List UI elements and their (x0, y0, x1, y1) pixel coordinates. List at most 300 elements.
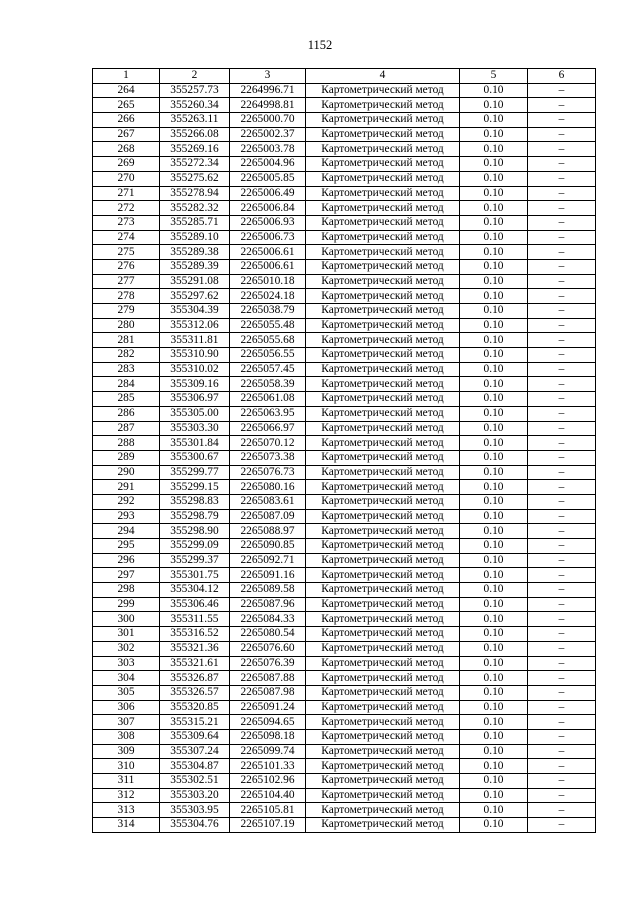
accuracy-cell: 0.10 (460, 583, 528, 598)
point-number-cell: 270 (93, 171, 160, 186)
x-coordinate-cell: 355304.87 (160, 759, 230, 774)
y-coordinate-cell: 2265105.81 (230, 803, 306, 818)
accuracy-cell: 0.10 (460, 671, 528, 686)
description-cell: – (528, 641, 596, 656)
accuracy-cell: 0.10 (460, 421, 528, 436)
description-cell: – (528, 113, 596, 128)
point-number-cell: 309 (93, 744, 160, 759)
point-number-cell: 279 (93, 304, 160, 319)
description-cell: – (528, 274, 596, 289)
table-row (93, 583, 596, 598)
y-coordinate-cell: 2265090.85 (230, 539, 306, 554)
x-coordinate-cell: 355303.95 (160, 803, 230, 818)
y-coordinate-cell: 2265063.95 (230, 406, 306, 421)
accuracy-cell: 0.10 (460, 274, 528, 289)
x-coordinate-cell: 355303.30 (160, 421, 230, 436)
table-row (93, 539, 596, 554)
method-cell: Картометрический метод (306, 450, 460, 465)
accuracy-cell: 0.10 (460, 289, 528, 304)
description-cell: – (528, 524, 596, 539)
accuracy-cell: 0.10 (460, 142, 528, 157)
page-number: 1152 (307, 38, 333, 52)
description-cell: – (528, 803, 596, 818)
method-cell: Картометрический метод (306, 465, 460, 480)
method-cell: Картометрический метод (306, 509, 460, 524)
x-coordinate-cell: 355298.90 (160, 524, 230, 539)
point-number-cell: 303 (93, 656, 160, 671)
description-cell: – (528, 744, 596, 759)
table-row (93, 509, 596, 524)
description-cell: – (528, 656, 596, 671)
x-coordinate-cell: 355304.12 (160, 583, 230, 598)
method-cell: Картометрический метод (306, 421, 460, 436)
point-number-cell: 308 (93, 729, 160, 744)
description-cell: – (528, 627, 596, 642)
point-number-cell: 287 (93, 421, 160, 436)
description-cell: – (528, 171, 596, 186)
description-cell: – (528, 774, 596, 789)
x-coordinate-cell: 355309.16 (160, 377, 230, 392)
description-cell: – (528, 201, 596, 216)
x-coordinate-cell: 355269.16 (160, 142, 230, 157)
description-cell: – (528, 245, 596, 260)
point-number-cell: 292 (93, 494, 160, 509)
x-coordinate-cell: 355263.11 (160, 113, 230, 128)
description-cell: – (528, 318, 596, 333)
table-row (93, 685, 596, 700)
description-cell: – (528, 480, 596, 495)
description-cell: – (528, 685, 596, 700)
accuracy-cell: 0.10 (460, 98, 528, 113)
accuracy-cell: 0.10 (460, 318, 528, 333)
y-coordinate-cell: 2265076.60 (230, 641, 306, 656)
table-row (93, 377, 596, 392)
y-coordinate-cell: 2265094.65 (230, 715, 306, 730)
y-coordinate-cell: 2265055.48 (230, 318, 306, 333)
column-header: 6 (528, 69, 596, 84)
point-number-cell: 302 (93, 641, 160, 656)
y-coordinate-cell: 2265003.78 (230, 142, 306, 157)
method-cell: Картометрический метод (306, 83, 460, 98)
point-number-cell: 278 (93, 289, 160, 304)
accuracy-cell: 0.10 (460, 362, 528, 377)
x-coordinate-cell: 355303.20 (160, 788, 230, 803)
table-row (93, 362, 596, 377)
table-row (93, 774, 596, 789)
table-row (93, 671, 596, 686)
method-cell: Картометрический метод (306, 201, 460, 216)
x-coordinate-cell: 355275.62 (160, 171, 230, 186)
x-coordinate-cell: 355282.32 (160, 201, 230, 216)
table-row (93, 333, 596, 348)
method-cell: Картометрический метод (306, 377, 460, 392)
x-coordinate-cell: 355300.67 (160, 450, 230, 465)
point-number-cell: 272 (93, 201, 160, 216)
point-number-cell: 284 (93, 377, 160, 392)
x-coordinate-cell: 355289.38 (160, 245, 230, 260)
x-coordinate-cell: 355298.79 (160, 509, 230, 524)
description-cell: – (528, 421, 596, 436)
table-row (93, 744, 596, 759)
table-body (93, 83, 596, 832)
method-cell: Картометрический метод (306, 568, 460, 583)
accuracy-cell: 0.10 (460, 201, 528, 216)
y-coordinate-cell: 2265080.16 (230, 480, 306, 495)
point-number-cell: 296 (93, 553, 160, 568)
y-coordinate-cell: 2265004.96 (230, 157, 306, 172)
method-cell: Картометрический метод (306, 171, 460, 186)
point-number-cell: 275 (93, 245, 160, 260)
x-coordinate-cell: 355298.83 (160, 494, 230, 509)
y-coordinate-cell: 2265083.61 (230, 494, 306, 509)
x-coordinate-cell: 355321.61 (160, 656, 230, 671)
x-coordinate-cell: 355309.64 (160, 729, 230, 744)
point-number-cell: 271 (93, 186, 160, 201)
y-coordinate-cell: 2264996.71 (230, 83, 306, 98)
description-cell: – (528, 304, 596, 319)
y-coordinate-cell: 2265080.54 (230, 627, 306, 642)
description-cell: – (528, 465, 596, 480)
table-row (93, 421, 596, 436)
description-cell: – (528, 583, 596, 598)
table-row (93, 524, 596, 539)
accuracy-cell: 0.10 (460, 259, 528, 274)
method-cell: Картометрический метод (306, 788, 460, 803)
description-cell: – (528, 436, 596, 451)
method-cell: Картометрический метод (306, 318, 460, 333)
description-cell: – (528, 289, 596, 304)
description-cell: – (528, 186, 596, 201)
y-coordinate-cell: 2265005.85 (230, 171, 306, 186)
method-cell: Картометрический метод (306, 524, 460, 539)
point-number-cell: 266 (93, 113, 160, 128)
y-coordinate-cell: 2265057.45 (230, 362, 306, 377)
method-cell: Картометрический метод (306, 259, 460, 274)
x-coordinate-cell: 355315.21 (160, 715, 230, 730)
method-cell: Картометрический метод (306, 245, 460, 260)
table-row (93, 818, 596, 833)
y-coordinate-cell: 2265038.79 (230, 304, 306, 319)
point-number-cell: 300 (93, 612, 160, 627)
description-cell: – (528, 348, 596, 363)
accuracy-cell: 0.10 (460, 230, 528, 245)
description-cell: – (528, 215, 596, 230)
point-number-cell: 294 (93, 524, 160, 539)
point-number-cell: 299 (93, 597, 160, 612)
accuracy-cell: 0.10 (460, 215, 528, 230)
accuracy-cell: 0.10 (460, 494, 528, 509)
method-cell: Картометрический метод (306, 98, 460, 113)
description-cell: – (528, 406, 596, 421)
x-coordinate-cell: 355311.81 (160, 333, 230, 348)
point-number-cell: 307 (93, 715, 160, 730)
accuracy-cell: 0.10 (460, 186, 528, 201)
point-number-cell: 267 (93, 127, 160, 142)
x-coordinate-cell: 355291.08 (160, 274, 230, 289)
method-cell: Картометрический метод (306, 348, 460, 363)
y-coordinate-cell: 2265024.18 (230, 289, 306, 304)
table-row (93, 568, 596, 583)
description-cell: – (528, 127, 596, 142)
description-cell: – (528, 83, 596, 98)
method-cell: Картометрический метод (306, 553, 460, 568)
accuracy-cell: 0.10 (460, 157, 528, 172)
point-number-cell: 274 (93, 230, 160, 245)
y-coordinate-cell: 2265006.61 (230, 259, 306, 274)
x-coordinate-cell: 355302.51 (160, 774, 230, 789)
accuracy-cell: 0.10 (460, 509, 528, 524)
table-row (93, 450, 596, 465)
table-row (93, 186, 596, 201)
description-cell: – (528, 450, 596, 465)
y-coordinate-cell: 2265006.93 (230, 215, 306, 230)
y-coordinate-cell: 2265087.09 (230, 509, 306, 524)
description-cell: – (528, 377, 596, 392)
table-row (93, 230, 596, 245)
method-cell: Картометрический метод (306, 333, 460, 348)
table-row (93, 729, 596, 744)
accuracy-cell: 0.10 (460, 348, 528, 363)
table-row (93, 480, 596, 495)
table-row (93, 157, 596, 172)
point-number-cell: 304 (93, 671, 160, 686)
method-cell: Картометрический метод (306, 612, 460, 627)
accuracy-cell: 0.10 (460, 715, 528, 730)
point-number-cell: 297 (93, 568, 160, 583)
description-cell: – (528, 729, 596, 744)
method-cell: Картометрический метод (306, 729, 460, 744)
description-cell: – (528, 715, 596, 730)
method-cell: Картометрический метод (306, 215, 460, 230)
table-row (93, 171, 596, 186)
accuracy-cell: 0.10 (460, 744, 528, 759)
point-number-cell: 293 (93, 509, 160, 524)
x-coordinate-cell: 355310.90 (160, 348, 230, 363)
accuracy-cell: 0.10 (460, 803, 528, 818)
accuracy-cell: 0.10 (460, 641, 528, 656)
table-row (93, 597, 596, 612)
x-coordinate-cell: 355297.62 (160, 289, 230, 304)
accuracy-cell: 0.10 (460, 83, 528, 98)
point-number-cell: 295 (93, 539, 160, 554)
y-coordinate-cell: 2265107.19 (230, 818, 306, 833)
accuracy-cell: 0.10 (460, 700, 528, 715)
method-cell: Картометрический метод (306, 142, 460, 157)
y-coordinate-cell: 2265006.61 (230, 245, 306, 260)
y-coordinate-cell: 2265058.39 (230, 377, 306, 392)
method-cell: Картометрический метод (306, 700, 460, 715)
accuracy-cell: 0.10 (460, 818, 528, 833)
description-cell: – (528, 494, 596, 509)
description-cell: – (528, 759, 596, 774)
table-row (93, 406, 596, 421)
x-coordinate-cell: 355326.57 (160, 685, 230, 700)
table-row (93, 318, 596, 333)
x-coordinate-cell: 355301.84 (160, 436, 230, 451)
point-number-cell: 314 (93, 818, 160, 833)
y-coordinate-cell: 2265087.88 (230, 671, 306, 686)
x-coordinate-cell: 355326.87 (160, 671, 230, 686)
point-number-cell: 264 (93, 83, 160, 98)
description-cell: – (528, 230, 596, 245)
point-number-cell: 312 (93, 788, 160, 803)
description-cell: – (528, 333, 596, 348)
table-row (93, 113, 596, 128)
x-coordinate-cell: 355307.24 (160, 744, 230, 759)
y-coordinate-cell: 2265076.39 (230, 656, 306, 671)
accuracy-cell: 0.10 (460, 597, 528, 612)
x-coordinate-cell: 355316.52 (160, 627, 230, 642)
table-row (93, 348, 596, 363)
table-row (93, 612, 596, 627)
method-cell: Картометрический метод (306, 671, 460, 686)
column-header: 1 (93, 69, 160, 84)
description-cell: – (528, 568, 596, 583)
column-header: 5 (460, 69, 528, 84)
y-coordinate-cell: 2265061.08 (230, 392, 306, 407)
method-cell: Картометрический метод (306, 274, 460, 289)
y-coordinate-cell: 2265006.49 (230, 186, 306, 201)
point-number-cell: 277 (93, 274, 160, 289)
y-coordinate-cell: 2265092.71 (230, 553, 306, 568)
accuracy-cell: 0.10 (460, 436, 528, 451)
accuracy-cell: 0.10 (460, 524, 528, 539)
y-coordinate-cell: 2265098.18 (230, 729, 306, 744)
description-cell: – (528, 539, 596, 554)
point-number-cell: 290 (93, 465, 160, 480)
method-cell: Картометрический метод (306, 597, 460, 612)
y-coordinate-cell: 2265101.33 (230, 759, 306, 774)
point-number-cell: 280 (93, 318, 160, 333)
accuracy-cell: 0.10 (460, 113, 528, 128)
method-cell: Картометрический метод (306, 494, 460, 509)
table-row (93, 715, 596, 730)
accuracy-cell: 0.10 (460, 539, 528, 554)
x-coordinate-cell: 355257.73 (160, 83, 230, 98)
method-cell: Картометрический метод (306, 627, 460, 642)
column-header: 4 (306, 69, 460, 84)
x-coordinate-cell: 355310.02 (160, 362, 230, 377)
description-cell: – (528, 362, 596, 377)
table-row (93, 641, 596, 656)
point-number-cell: 298 (93, 583, 160, 598)
table-row (93, 759, 596, 774)
description-cell: – (528, 671, 596, 686)
table-row (93, 392, 596, 407)
point-number-cell: 282 (93, 348, 160, 363)
y-coordinate-cell: 2265076.73 (230, 465, 306, 480)
y-coordinate-cell: 2265102.96 (230, 774, 306, 789)
y-coordinate-cell: 2265066.97 (230, 421, 306, 436)
x-coordinate-cell: 355312.06 (160, 318, 230, 333)
point-number-cell: 289 (93, 450, 160, 465)
x-coordinate-cell: 355289.39 (160, 259, 230, 274)
x-coordinate-cell: 355266.08 (160, 127, 230, 142)
y-coordinate-cell: 2265010.18 (230, 274, 306, 289)
y-coordinate-cell: 2265000.70 (230, 113, 306, 128)
table-row (93, 127, 596, 142)
accuracy-cell: 0.10 (460, 333, 528, 348)
description-cell: – (528, 597, 596, 612)
method-cell: Картометрический метод (306, 230, 460, 245)
method-cell: Картометрический метод (306, 715, 460, 730)
method-cell: Картометрический метод (306, 289, 460, 304)
x-coordinate-cell: 355311.55 (160, 612, 230, 627)
method-cell: Картометрический метод (306, 113, 460, 128)
x-coordinate-cell: 355320.85 (160, 700, 230, 715)
point-number-cell: 283 (93, 362, 160, 377)
table-row (93, 259, 596, 274)
accuracy-cell: 0.10 (460, 480, 528, 495)
table-row (93, 803, 596, 818)
point-number-cell: 286 (93, 406, 160, 421)
x-coordinate-cell: 355278.94 (160, 186, 230, 201)
method-cell: Картометрический метод (306, 685, 460, 700)
method-cell: Картометрический метод (306, 392, 460, 407)
description-cell: – (528, 142, 596, 157)
table-row (93, 627, 596, 642)
method-cell: Картометрический метод (306, 656, 460, 671)
method-cell: Картометрический метод (306, 304, 460, 319)
accuracy-cell: 0.10 (460, 568, 528, 583)
table-row (93, 304, 596, 319)
point-number-cell: 288 (93, 436, 160, 451)
description-cell: – (528, 509, 596, 524)
x-coordinate-cell: 355285.71 (160, 215, 230, 230)
y-coordinate-cell: 2265089.58 (230, 583, 306, 598)
y-coordinate-cell: 2265006.73 (230, 230, 306, 245)
x-coordinate-cell: 355299.37 (160, 553, 230, 568)
y-coordinate-cell: 2265088.97 (230, 524, 306, 539)
point-number-cell: 268 (93, 142, 160, 157)
coordinates-table (92, 68, 596, 833)
accuracy-cell: 0.10 (460, 171, 528, 186)
y-coordinate-cell: 2265073.38 (230, 450, 306, 465)
method-cell: Картометрический метод (306, 641, 460, 656)
table-row (93, 656, 596, 671)
y-coordinate-cell: 2265006.84 (230, 201, 306, 216)
point-number-cell: 269 (93, 157, 160, 172)
point-number-cell: 311 (93, 774, 160, 789)
x-coordinate-cell: 355272.34 (160, 157, 230, 172)
accuracy-cell: 0.10 (460, 759, 528, 774)
description-cell: – (528, 788, 596, 803)
accuracy-cell: 0.10 (460, 788, 528, 803)
table-row (93, 436, 596, 451)
description-cell: – (528, 700, 596, 715)
point-number-cell: 310 (93, 759, 160, 774)
accuracy-cell: 0.10 (460, 656, 528, 671)
accuracy-cell: 0.10 (460, 553, 528, 568)
accuracy-cell: 0.10 (460, 392, 528, 407)
point-number-cell: 273 (93, 215, 160, 230)
x-coordinate-cell: 355260.34 (160, 98, 230, 113)
x-coordinate-cell: 355304.76 (160, 818, 230, 833)
accuracy-cell: 0.10 (460, 304, 528, 319)
description-cell: – (528, 612, 596, 627)
method-cell: Картометрический метод (306, 362, 460, 377)
table-row (93, 289, 596, 304)
table-row (93, 700, 596, 715)
method-cell: Картометрический метод (306, 480, 460, 495)
table-row (93, 83, 596, 98)
point-number-cell: 285 (93, 392, 160, 407)
table-row (93, 142, 596, 157)
y-coordinate-cell: 2265099.74 (230, 744, 306, 759)
description-cell: – (528, 259, 596, 274)
accuracy-cell: 0.10 (460, 627, 528, 642)
y-coordinate-cell: 2264998.81 (230, 98, 306, 113)
